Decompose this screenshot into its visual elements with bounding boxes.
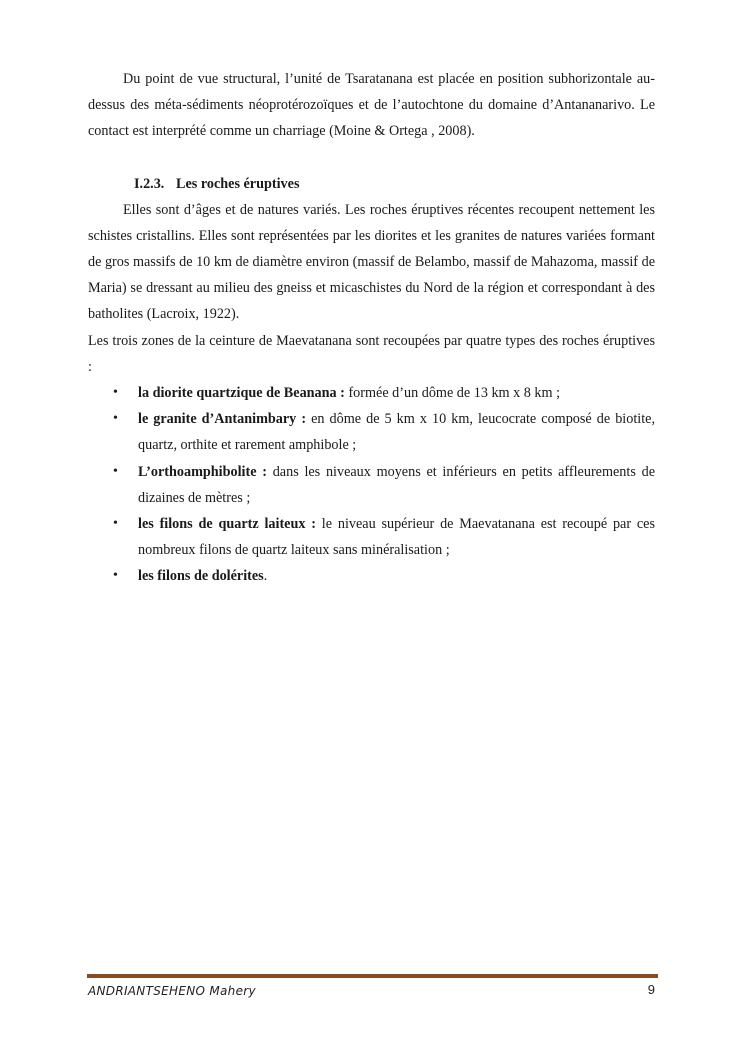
footer-rule (87, 974, 658, 978)
list-item-description: formée d’un dôme de 13 km x 8 km ; (344, 385, 561, 402)
list-item-diorite (88, 380, 655, 406)
bullet-icon: • (113, 463, 118, 479)
list-item-dolerite-veins (88, 563, 655, 589)
rock-types-list (88, 380, 655, 590)
list-item-description: en dôme de 5 km x 10 km, leucocrate composé de biotite, quartz, orthite et rarement amphibole ; (138, 411, 655, 454)
bullet-icon: • (113, 568, 118, 584)
page-number: 9 (647, 982, 655, 997)
paragraph-eruptive-rocks: Elles sont d’âges et de natures variés. Les roches éruptives récentes recoupent nettement les schistes cristallins. Elles sont représentées par les diorites et les granites de natures variées formant de gros massifs de 10 km de diamètre environ (massif de Belambo, massif de Mahazoma, massif de Maria) se dressant au milieu des gneiss et micaschistes du Nord de la région et correspondant à des batholites (Lacroix, 1922). (88, 201, 655, 323)
list-item-description: . (263, 568, 268, 585)
list-item-term: le granite d’Antanimbary : (138, 411, 307, 428)
section-number: I.2.3. (134, 175, 165, 192)
list-item-term: L’orthoamphibolite : (138, 463, 267, 480)
paragraph-maevatanana-zones: Les trois zones de la ceinture de Maevatanana sont recoupées par quatre types des roches éruptives : (88, 332, 655, 375)
list-item-quartz-veins (88, 511, 655, 563)
page-body (88, 66, 655, 590)
bullet-icon: • (113, 411, 118, 427)
bullet-icon: • (113, 385, 118, 401)
section-heading (88, 171, 655, 197)
list-item-orthoamphibolite (88, 459, 655, 511)
list-item-granite (88, 406, 655, 458)
intro-paragraph: Du point de vue structural, l’unité de Tsaratanana est placée en position subhorizontale au-dessus des méta-sédiments néoprotérozoïques et de l’autochtone du domaine d’Antananarivo. Le contact est interprété comme un charriage (Moine & Ortega , 2008). (88, 71, 655, 140)
section-title: Les roches éruptives (176, 175, 300, 192)
list-item-description: dans les niveaux moyens et inférieurs en petits affleurements de dizaines de mètres ; (138, 463, 655, 506)
bullet-icon: • (113, 516, 118, 532)
list-item-term: les filons de quartz laiteux : (138, 516, 316, 533)
list-item-term: les filons de dolérites (138, 568, 264, 585)
footer-author: ANDRIANTSEHENO Mahery (88, 984, 256, 998)
list-item-term: la diorite quartzique de Beanana : (138, 385, 345, 402)
list-item-description: le niveau supérieur de Maevatanana est recoupé par ces nombreux filons de quartz laiteux sans minéralisation ; (138, 516, 655, 559)
